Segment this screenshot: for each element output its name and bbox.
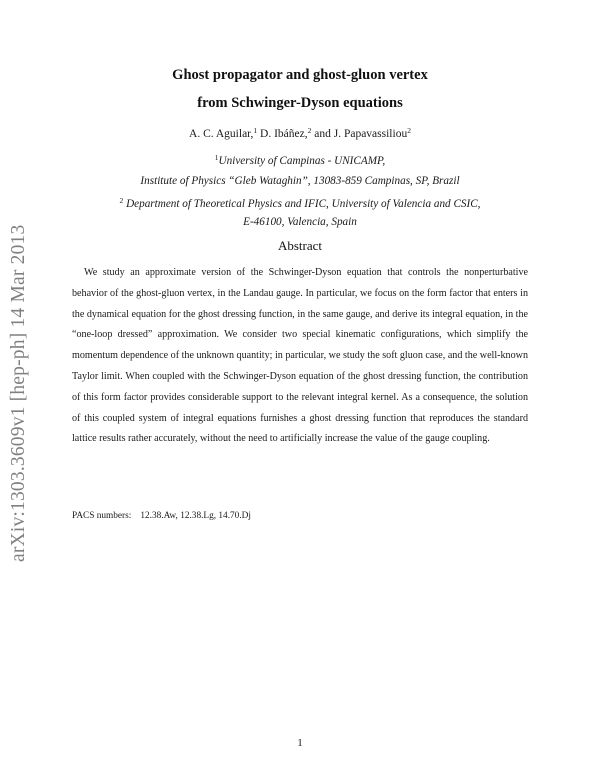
affiliation-text: University of Campinas - UNICAMP,: [218, 155, 386, 167]
author-affiliation-mark: 1: [253, 126, 258, 135]
pacs-label: PACS numbers:: [72, 511, 132, 521]
abstract-heading: Abstract: [277, 238, 323, 253]
page-number: 1: [297, 737, 303, 749]
author-affiliation-mark: 2: [307, 126, 312, 135]
author-name: D. Ibáñez,: [257, 128, 308, 140]
arxiv-identifier-stamp: arXiv:1303.3609v1 [hep-ph] 14 Mar 2013: [8, 224, 29, 562]
affiliation-1-line-2: Institute of Physics “Gleb Wataghin”, 13083-859 Campinas, SP, Brazil: [140, 175, 460, 187]
pacs-values: 12.38.Aw, 12.38.Lg, 14.70.Dj: [140, 511, 251, 521]
affiliation-mark: 2: [119, 196, 124, 205]
pacs-numbers: [72, 511, 251, 521]
affiliation-2-line-1: [0, 196, 600, 210]
abstract-body: We study an approximate version of the Schwinger-Dyson equation that controls the nonperturbative behavior of the ghost-gluon vertex, in the Landau gauge. In particular, we focus on the form factor that enters in the dynamical equation for the ghost dressing function, in the same gauge, and derive its integral equation, in the “one-loop dressed” approximation. We consider two special kinematic configurations, which simplify the momentum dependence of the unknown quantity; in particular, we study the soft gluon case, and the well-known Taylor limit. When coupled with the Schwinger-Dyson equation of the ghost dressing function, the contribution of this form factor provides considerable support to the relevant integral kernel. As a consequence, the solution of this coupled system of integral equations furnishes a ghost dressing function that reproduces the standard lattice results rather accurately, without the need to artificially increase the value of the gauge coupling.: [72, 267, 528, 445]
affiliation-mark: 1: [214, 153, 219, 162]
author-name: A. C. Aguilar,: [189, 128, 254, 140]
author-list: [0, 126, 600, 140]
author-affiliation-mark: 2: [407, 126, 411, 135]
affiliation-2-line-2: E-46100, Valencia, Spain: [243, 216, 357, 228]
affiliation-text: Department of Theoretical Physics and IFIC, University of Valencia and CSIC,: [123, 198, 481, 210]
affiliation-1-line-1: [0, 153, 600, 167]
paper-title-line-1: Ghost propagator and ghost-gluon vertex: [172, 67, 428, 83]
author-name: and J. Papavassiliou: [311, 128, 408, 140]
paper-title-line-2: from Schwinger-Dyson equations: [197, 95, 403, 111]
